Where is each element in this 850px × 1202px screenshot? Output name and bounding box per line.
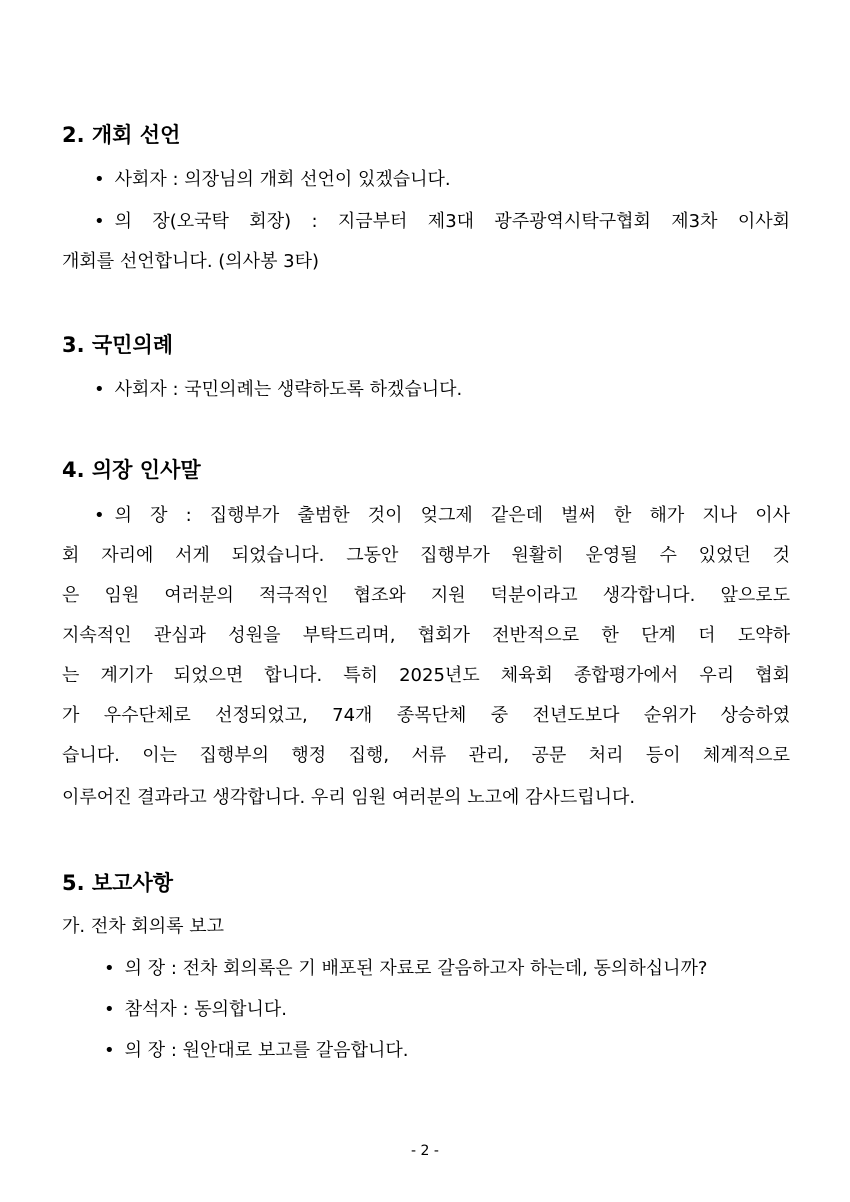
section-heading-opening: 2. 개회 선언 [62, 123, 181, 147]
bullet-icon: • [94, 505, 105, 526]
line-text: 의 장 : 집행부가 출범한 것이 엊그제 같은데 벌써 한 해가 지나 이사 [114, 505, 790, 526]
line-text: 참석자 : 동의합니다. [124, 999, 287, 1020]
paragraph-line: 습니다. 이는 집행부의 행정 집행, 서류 관리, 공문 처리 등이 체계적으로 [62, 745, 790, 766]
paragraph-line: 개회를 선언합니다. (의사봉 3타) [62, 251, 320, 272]
subheading-previous-minutes: 가. 전차 회의록 보고 [62, 916, 224, 937]
page-number: - 2 - [411, 1143, 439, 1159]
bullet-icon: • [94, 211, 105, 232]
paragraph-line [94, 209, 790, 235]
paragraph-line [94, 377, 462, 403]
paragraph-line: 회 자리에 서게 되었습니다. 그동안 집행부가 원활히 운영될 수 있었던 것 [62, 545, 790, 566]
bullet-icon: • [94, 169, 105, 190]
section-heading-reports: 5. 보고사항 [62, 871, 174, 895]
paragraph-line: 이루어진 결과라고 생각합니다. 우리 임원 여러분의 노고에 감사드립니다. [62, 787, 636, 808]
bullet-icon: • [104, 999, 115, 1020]
paragraph-line [104, 1038, 408, 1064]
line-text: 의 장(오국탁 회장) : 지금부터 제3대 광주광역시탁구협회 제3차 이사회 [114, 211, 790, 232]
section-heading-chair-greeting: 4. 의장 인사말 [62, 458, 201, 482]
paragraph-line: 지속적인 관심과 성원을 부탁드리며, 협회가 전반적으로 한 단계 더 도약하 [62, 625, 790, 646]
line-text: 사회자 : 국민의례는 생략하도록 하겠습니다. [114, 379, 463, 400]
line-text: 의 장 : 원안대로 보고를 갈음합니다. [124, 1040, 409, 1061]
paragraph-line: 는 계기가 되었으면 합니다. 특히 2025년도 체육회 종합평가에서 우리 협회 [62, 665, 790, 686]
bullet-icon: • [94, 379, 105, 400]
paragraph-line [94, 167, 451, 193]
bullet-icon: • [104, 1040, 115, 1061]
paragraph-line [104, 956, 707, 982]
bullet-icon: • [104, 958, 115, 979]
paragraph-line: 은 임원 여러분의 적극적인 협조와 지원 덕분이라고 생각합니다. 앞으로도 [62, 585, 790, 606]
section-heading-national-ceremony: 3. 국민의례 [62, 333, 174, 357]
paragraph-line [94, 503, 790, 529]
line-text: 사회자 : 의장님의 개회 선언이 있겠습니다. [114, 169, 451, 190]
line-text: 의 장 : 전차 회의록은 기 배포된 자료로 갈음하고자 하는데, 동의하십니까? [124, 958, 708, 979]
paragraph-line [104, 997, 287, 1023]
paragraph-line: 가 우수단체로 선정되었고, 74개 종목단체 중 전년도보다 순위가 상승하였 [62, 705, 790, 726]
